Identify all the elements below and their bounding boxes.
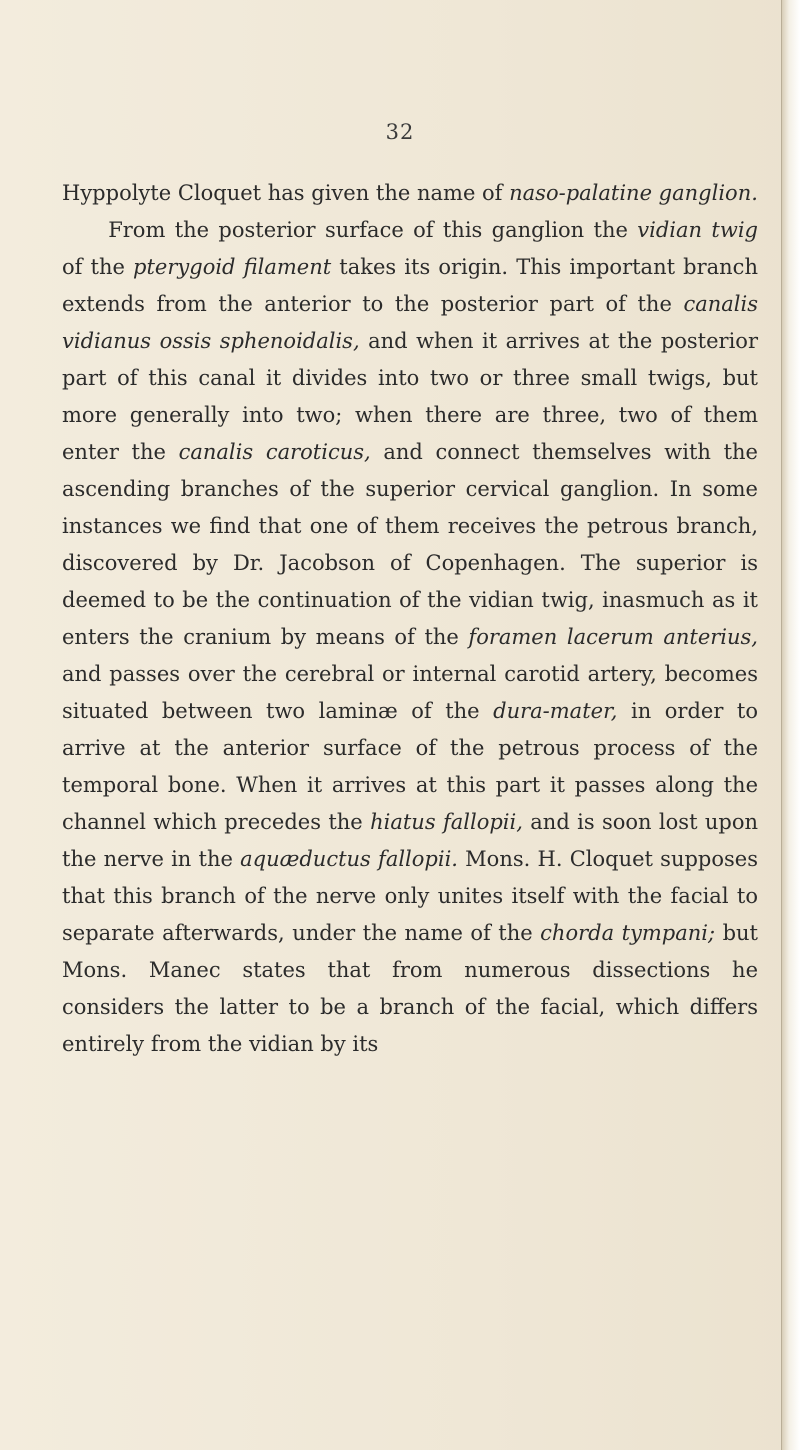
italic-term: vidian twig — [637, 218, 758, 242]
italic-term: canalis vidianus ossis sphenoidalis, — [62, 292, 758, 353]
paragraph-2 — [62, 212, 758, 1063]
text-segment: From the posterior surface of this ganglion the — [108, 218, 638, 242]
italic-term: canalis caroticus, — [178, 440, 371, 464]
italic-term: dura-mater, — [493, 699, 618, 723]
text-segment: but Mons. Manec states that from numerous dissections he considers the latter to be a branch of the facial, which differs entirely from the vidian by its — [62, 921, 758, 1056]
text-segment: in order to arrive at the anterior surface of the petrous process of the temporal bone. When it arrives at this part it passes along the channel which precedes the — [62, 699, 758, 834]
text-segment: Hyppolyte Cloquet has given the name of — [62, 181, 510, 205]
italic-term: pterygoid filament — [133, 255, 332, 279]
paragraph-1 — [62, 175, 758, 212]
text-segment: Mons. H. Cloquet supposes that this branch of the nerve only unites itself with the facial to separate afterwards, under the name of the — [62, 847, 758, 945]
text-segment: takes its origin. This important branch extends from the anterior to the posterior part of the — [62, 255, 758, 316]
text-segment: and connect themselves with the ascending branches of the superior cervical ganglion. In some instances we find that one of them receives the petrous branch, discovered by Dr. Jacobson of Copenhagen. The superior is deemed to be the continuation of the vidian twig, inasmuch as it enters the cranium by means of the — [62, 440, 758, 649]
body-text — [62, 175, 758, 1063]
text-segment: and passes over the cerebral or internal carotid artery, becomes situated between two laminæ of the — [62, 662, 758, 723]
italic-term: naso-palatine ganglion. — [509, 181, 758, 205]
italic-term: foramen lacerum anterius, — [468, 625, 758, 649]
text-segment: and when it arrives at the posterior part of this canal it divides into two or three small twigs, but more generally into two; when there are three, two of them enter the — [62, 329, 758, 464]
italic-term: hiatus fallopii, — [370, 810, 523, 834]
page-number: 32 — [385, 120, 415, 144]
italic-term: aquæductus fallopii. — [240, 847, 458, 871]
text-segment: and is soon lost upon the nerve in the — [62, 810, 759, 871]
text-segment: of the — [62, 255, 134, 279]
page-edge — [781, 0, 800, 1450]
italic-term: chorda tympani; — [540, 921, 716, 945]
